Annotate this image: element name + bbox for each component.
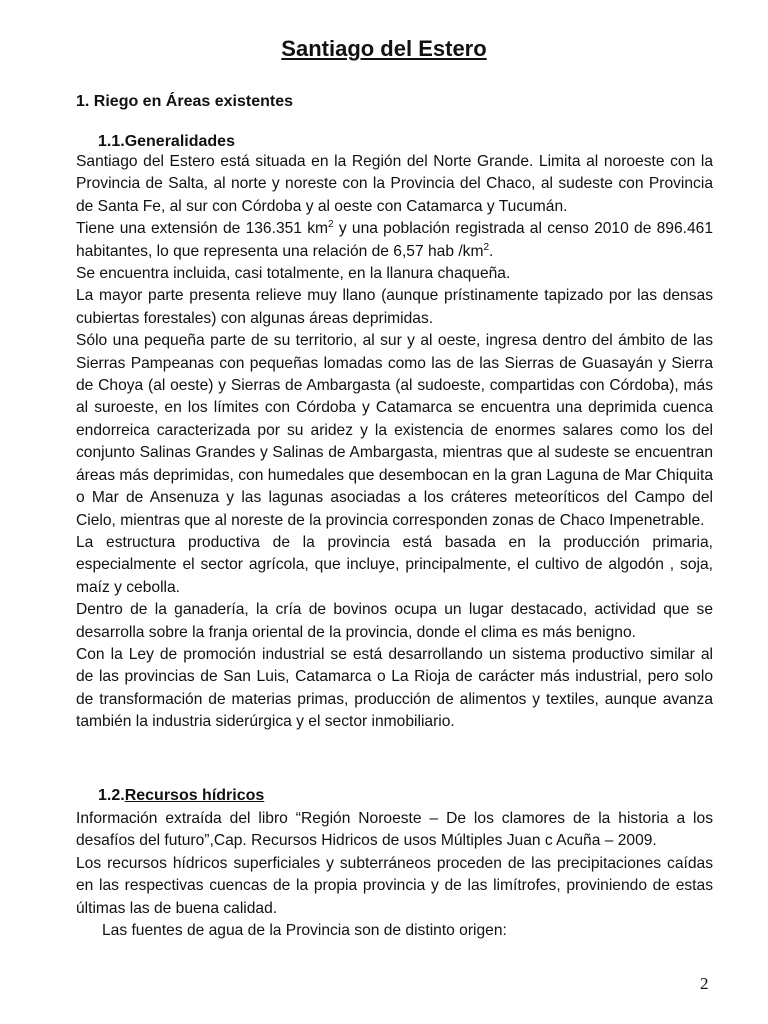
superscript: 2 <box>483 241 490 253</box>
subsection-heading-recursos-hidricos <box>98 787 264 805</box>
paragraph-extension-population <box>76 218 713 263</box>
paragraph: La mayor parte presenta relieve muy llano (aunque prístinamente tapizado por las densas cubiertas forestales) con algunas áreas deprimidas. <box>76 287 713 327</box>
subsection-title: Recursos hídricos <box>124 787 265 804</box>
recursos-hidricos-body <box>76 808 713 942</box>
paragraph: La estructura productiva de la provincia está basada en la producción primaria, especialmente el sector agrícola, que incluye, principalmente, el cultivo de algodón , soja, maíz y cebolla. <box>76 533 713 596</box>
text-run: Tiene una extensión de 136.351 km <box>76 220 329 238</box>
paragraph: Información extraída del libro “Región Noroeste – De los clamores de la historia a los desafíos del futuro”,Cap. Recursos Hidricos de usos Múltiples Juan c Acuña – 2009. <box>76 810 713 850</box>
subsection-number: 1.2. <box>98 787 125 804</box>
paragraph: Se encuentra incluida, casi totalmente, en la llanura chaqueña. <box>76 265 511 283</box>
paragraph: Las fuentes de agua de la Provincia son de distinto origen: <box>102 922 507 940</box>
paragraph: Sólo una pequeña parte de su territorio, al sur y al oeste, ingresa dentro del ámbito de las Sierras Pampeanas con pequeñas lomadas como las de las Sierras de Guasayán y Sierra de Choya (al oeste) y Sierras de Ambargasta (al sudoeste, compartidas con Córdoba), más al suroeste, en los límites con Córdoba y Catamarca se encuentra una deprimida cuenca endorreica caracterizada por su aridez y la existencia de enormes salares como los del conjunto Salinas Grandes y Salinas de Ambargasta, mientras que al sudeste se encuentran áreas más deprimidas, con humedales que desembocan en la gran Laguna de Mar Chiquita o Mar de Ansenuza y las lagunas asociadas a los cráteres meteoríticos del Campo del Cielo, mientras que al noreste de la provincia corresponden zonas de Chaco Impenetrable. <box>76 332 713 529</box>
page-number: 2 <box>700 974 709 993</box>
text-run: . <box>489 242 494 260</box>
section-heading: 1. Riego en Áreas existentes <box>76 93 293 110</box>
paragraph: Con la Ley de promoción industrial se está desarrollando un sistema productivo similar al de las provincias de San Luis, Catamarca o La Rioja de carácter más industrial, pero solo de transformación de materias primas, producción de alimentos y textiles, aunque avanza también la industria siderúrgica y el sector inmobiliario. <box>76 645 713 731</box>
text-run: y una población registrada al censo 2010 de 896.461 habitantes, lo que representa una relación de 6,57 hab /km <box>76 220 713 260</box>
superscript: 2 <box>328 219 334 231</box>
subsection-title: Generalidades <box>124 133 235 150</box>
paragraph: Dentro de la ganadería, la cría de bovinos ocupa un lugar destacado, actividad que se desarrolla sobre la franja oriental de la provincia, donde el clima es más benigno. <box>76 601 713 641</box>
document-title: Santiago del Estero <box>281 36 487 61</box>
generalidades-body <box>76 151 713 734</box>
subsection-heading-generalidades <box>98 133 235 151</box>
subsection-number: 1.1. <box>98 133 125 150</box>
paragraph: Santiago del Estero está situada en la Región del Norte Grande. Limita al noroeste con la Provincia de Salta, al norte y noreste con la Provincia del Chaco, al sudeste con Provincia de Santa Fe, al sur con Córdoba y al oeste con Catamarca y Tucumán. <box>76 153 713 215</box>
paragraph: Los recursos hídricos superficiales y subterráneos proceden de las precipitaciones caídas en las respectivas cuencas de la propia provincia y de las limítrofes, proviniendo de estas últimas las de buena calidad. <box>76 854 713 917</box>
